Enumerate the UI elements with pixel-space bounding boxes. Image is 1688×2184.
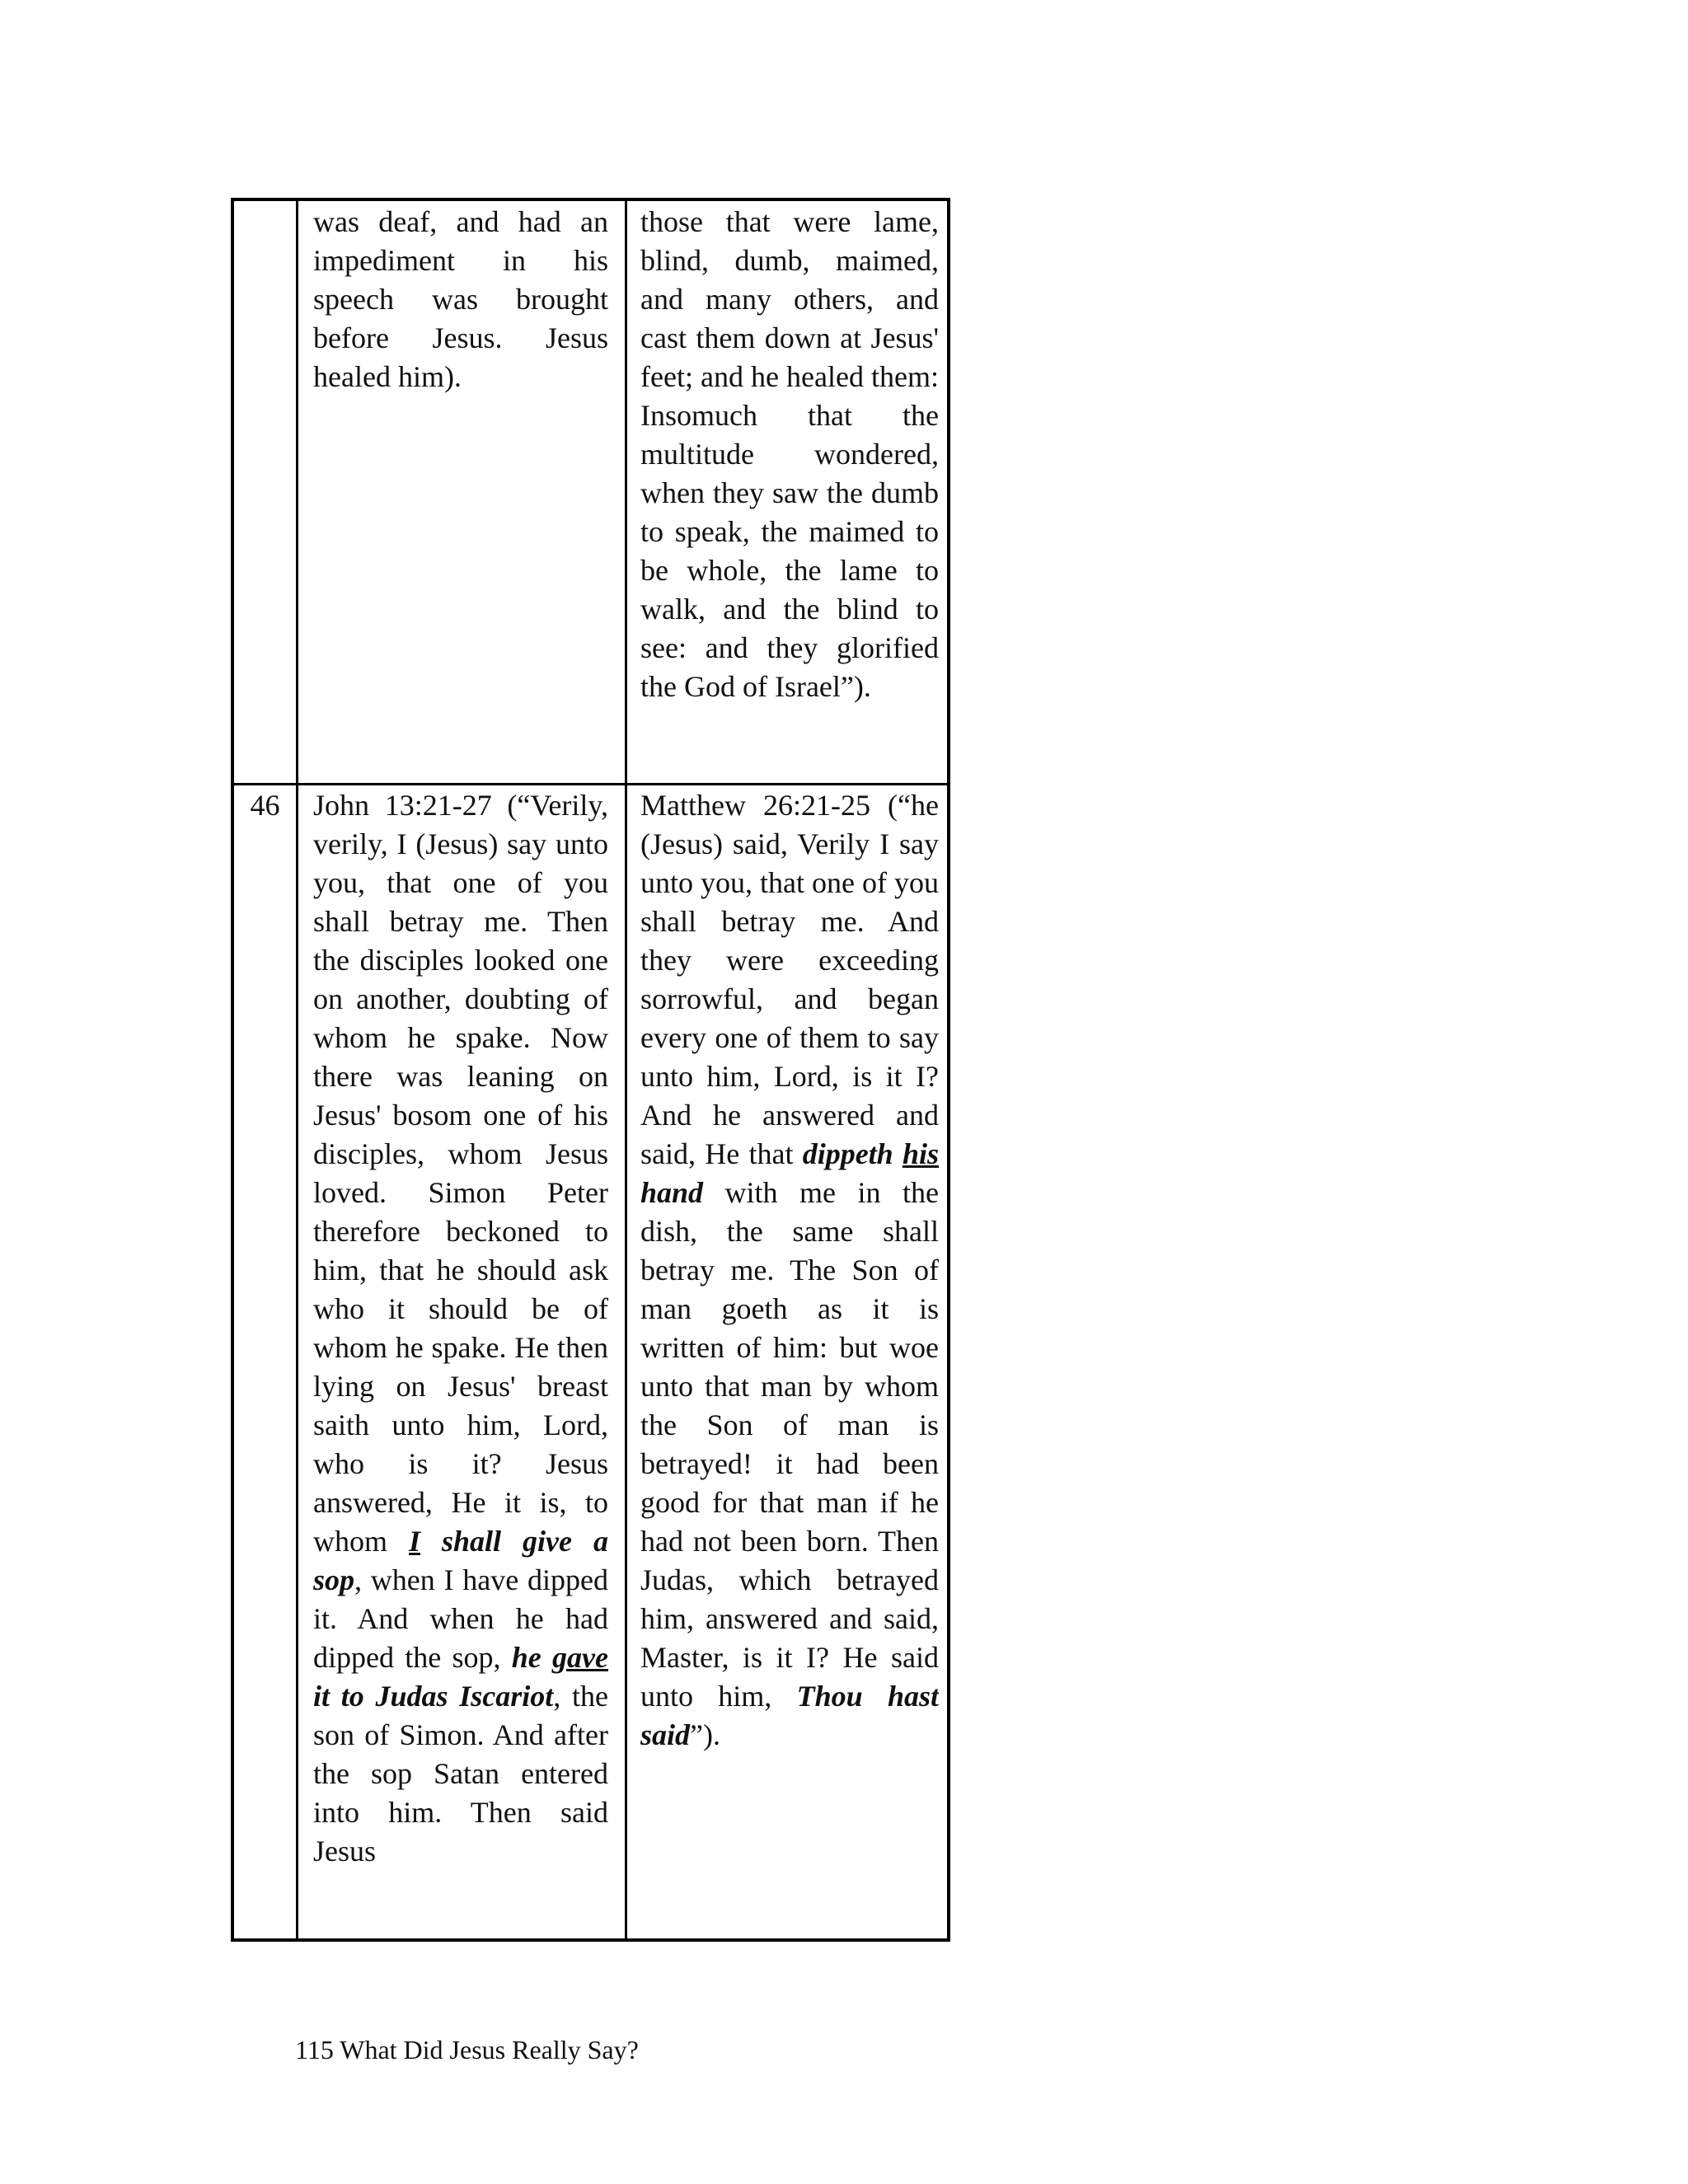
emphasis-text: he [511,1641,542,1674]
row-number: 46 [250,789,280,822]
underlined-text: gave [552,1641,608,1674]
column-divider [296,201,298,1938]
table-cell-john-continued: was deaf, and had an impediment in his speech was brought before Jesus. Jesus healed him). [313,205,608,393]
page-number: 115 [295,2035,334,2064]
cell-text: ”). [690,1718,720,1751]
book-title: What Did Jesus Really Say? [340,2035,639,2064]
underlined-text: I [409,1525,421,1558]
emphasis-text: hand [640,1176,704,1209]
cell-text: Matthew 26:21-25 (“he (Jesus) said, Verily I say unto you, that one of you shall betray me. And they were exceeding sorrowful, and began every one of them to say unto him, Lord, is it I? And he answered and said, He that [640,789,939,1170]
cell-text: with me in the dish, the same shall betray me. The Son of man goeth as it is written of him: but woe unto that man by whom the Son of man is betrayed! it had been good for that man if he had not been born. Then Judas, which betrayed him, answered and said, Master, is it I? He said unto him, [640,1176,939,1713]
table-cell-matthew-26 [640,786,939,1755]
emphasis-text: shall give a sop [313,1525,608,1596]
emphasis-text: Thou hast said [640,1680,939,1751]
page-footer [295,2033,639,2066]
table-cell-matthew-continued: those that were lame, blind, dumb, maimed, and many others, and cast them down at Jesus' feet; and he healed them: Insomuch that the multitude wondered, when they saw the dumb to speak, the maimed to be whole, the lame to walk, and the blind to see: and they glorified the God of Israel”). [640,205,939,703]
emphasis-text: dippeth [802,1137,893,1170]
cell-text: John 13:21-27 (“Verily, verily, I (Jesus) say unto you, that one of you shall betray me. Then the disciples looked one on another, doubting of whom he spake. Now there was leaning on Jesus' bosom one of his disciples, whom Jesus loved. Simon Peter therefore beckoned to him, that he should ask who it should be of whom he spake. He then lying on Jesus' breast saith unto him, Lord, who is it? Jesus answered, He it is, to whom [313,789,608,1558]
cell-text: , when I have dipped it. And when he had dipped the sop, [313,1563,608,1674]
cell-text: , the son of Simon. And after the sop Satan entered into him. Then said Jesus [313,1680,608,1868]
column-divider [625,201,627,1938]
emphasis-text: it to Judas Iscariot [313,1680,554,1713]
table-cell-john-13 [313,786,608,1871]
row-divider [234,783,947,785]
underlined-text: his [902,1137,939,1170]
comparison-table [231,198,950,1942]
